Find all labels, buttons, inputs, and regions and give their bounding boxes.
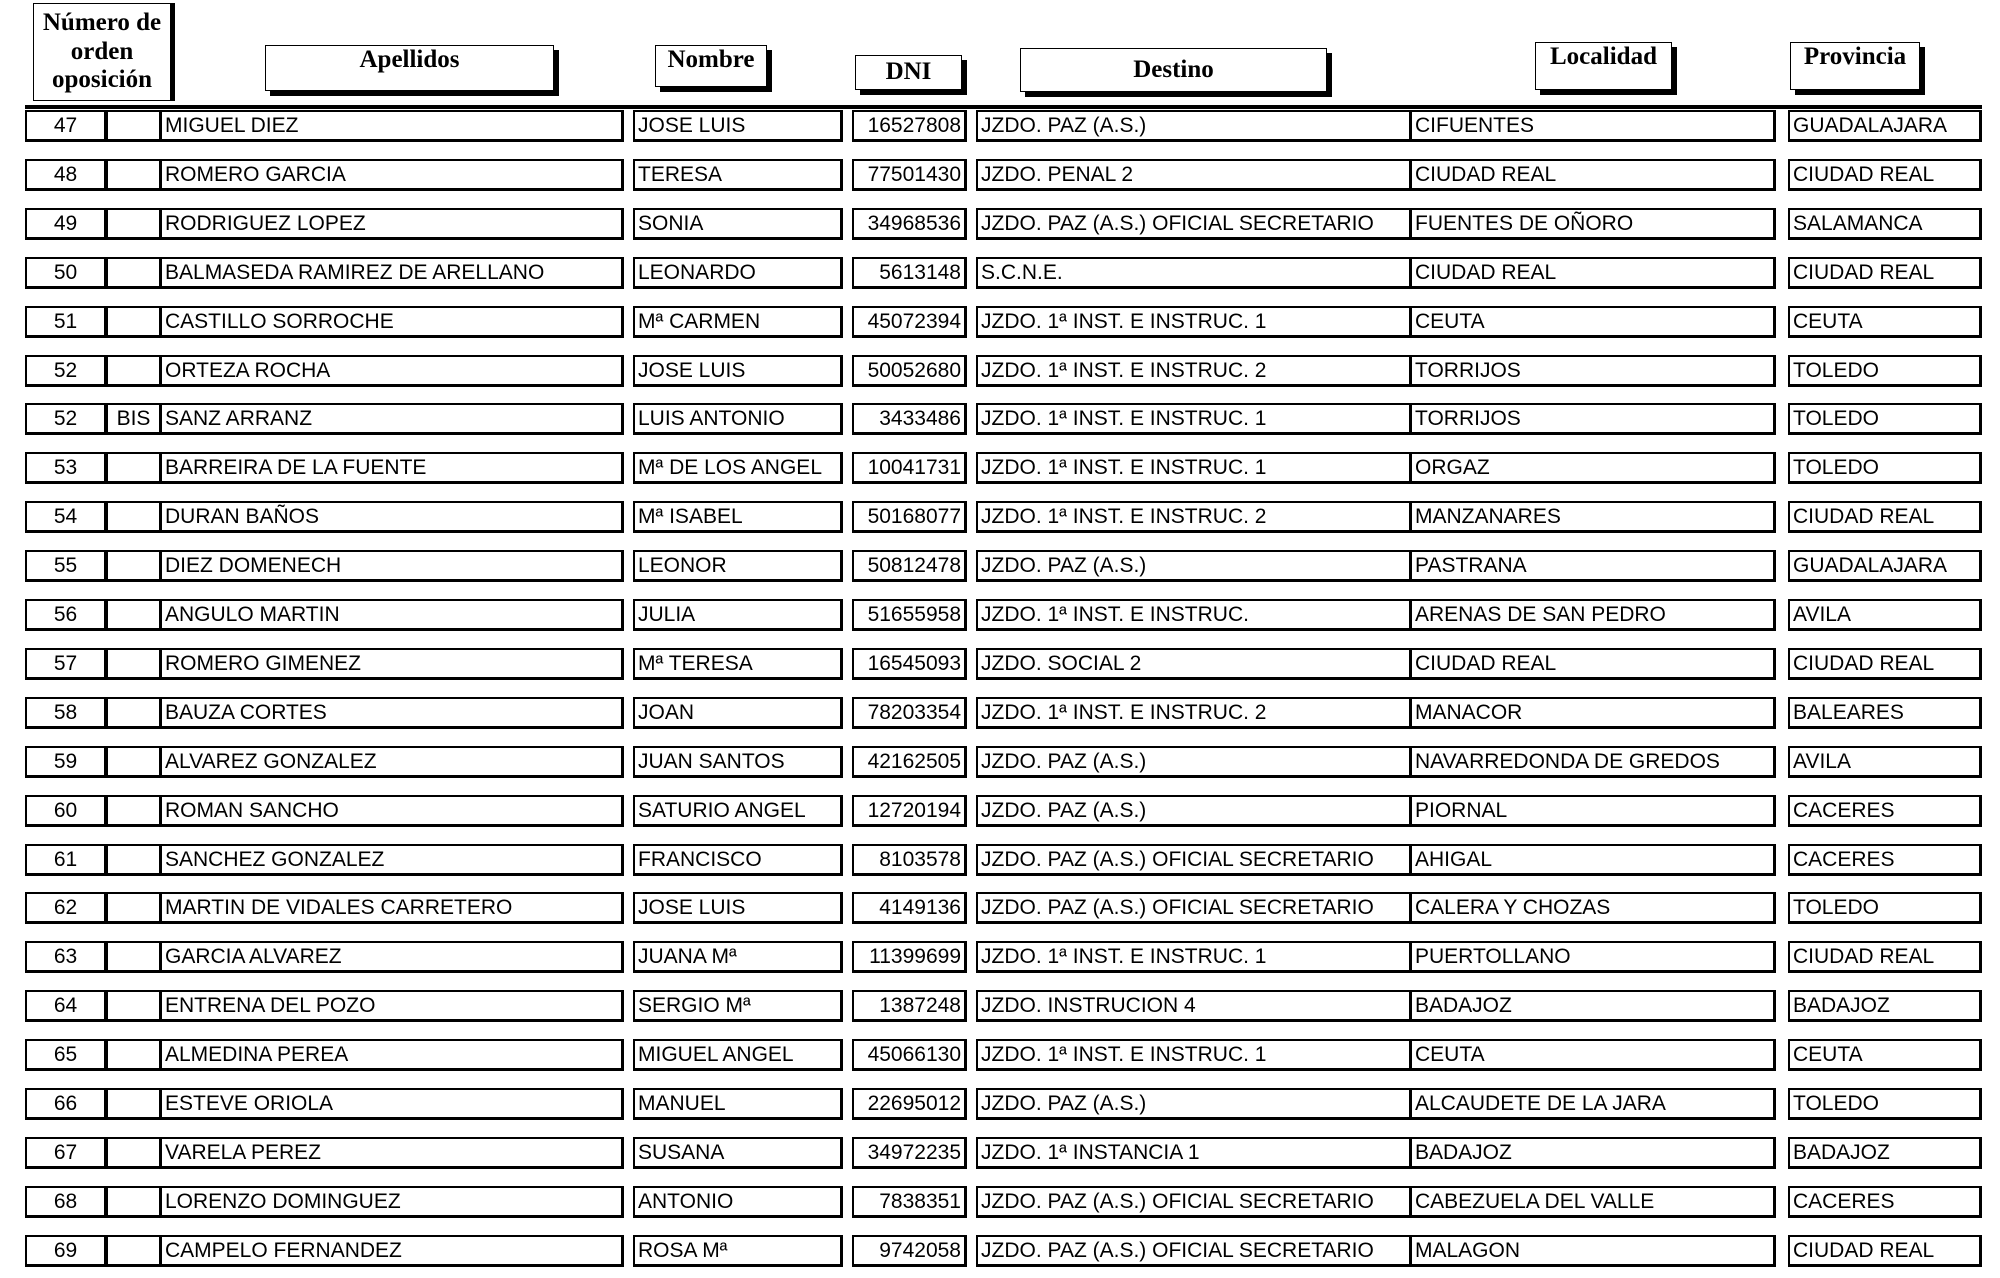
cell-num: 48 (25, 159, 107, 191)
cell-destino: JZDO. PAZ (A.S.) (976, 550, 1412, 582)
cell-localidad: AHIGAL (1410, 844, 1776, 876)
cell-provincia: CACERES (1788, 795, 1982, 827)
cell-bis (105, 1088, 162, 1120)
cell-provincia: AVILA (1788, 746, 1982, 778)
cell-dni: 12720194 (852, 795, 967, 827)
cell-bis (105, 648, 162, 680)
cell-apellidos: ALMEDINA PEREA (160, 1039, 624, 1071)
header-apellidos: Apellidos (265, 45, 554, 91)
cell-nombre: Mª TERESA (633, 648, 843, 680)
table-row (0, 355, 2000, 391)
cell-destino: JZDO. PAZ (A.S.) (976, 1088, 1412, 1120)
cell-dni: 8103578 (852, 844, 967, 876)
table-row (0, 941, 2000, 977)
cell-nombre: JOSE LUIS (633, 110, 843, 142)
cell-dni: 51655958 (852, 599, 967, 631)
cell-provincia: TOLEDO (1788, 892, 1982, 924)
cell-dni: 42162505 (852, 746, 967, 778)
cell-dni: 16545093 (852, 648, 967, 680)
cell-dni: 5613148 (852, 257, 967, 289)
cell-provincia: BADAJOZ (1788, 990, 1982, 1022)
cell-nombre: JUAN SANTOS (633, 746, 843, 778)
table-row (0, 1235, 2000, 1271)
cell-destino: JZDO. 1ª INST. E INSTRUC. 1 (976, 306, 1412, 338)
cell-destino: S.C.N.E. (976, 257, 1412, 289)
header-dni: DNI (855, 55, 962, 90)
cell-provincia: GUADALAJARA (1788, 550, 1982, 582)
cell-destino: JZDO. PAZ (A.S.) OFICIAL SECRETARIO (976, 844, 1412, 876)
table-row (0, 452, 2000, 488)
cell-num: 65 (25, 1039, 107, 1071)
cell-bis (105, 110, 162, 142)
cell-dni: 22695012 (852, 1088, 967, 1120)
cell-dni: 34972235 (852, 1137, 967, 1169)
cell-num: 56 (25, 599, 107, 631)
cell-nombre: SATURIO ANGEL (633, 795, 843, 827)
cell-provincia: CIUDAD REAL (1788, 941, 1982, 973)
cell-bis (105, 306, 162, 338)
cell-apellidos: SANCHEZ GONZALEZ (160, 844, 624, 876)
cell-apellidos: LORENZO DOMINGUEZ (160, 1186, 624, 1218)
cell-bis (105, 844, 162, 876)
table-row (0, 599, 2000, 635)
cell-apellidos: ANGULO MARTIN (160, 599, 624, 631)
table-row (0, 1137, 2000, 1173)
cell-nombre: JUANA Mª (633, 941, 843, 973)
cell-apellidos: ENTRENA DEL POZO (160, 990, 624, 1022)
cell-destino: JZDO. PAZ (A.S.) (976, 795, 1412, 827)
table-row (0, 110, 2000, 146)
cell-localidad: BADAJOZ (1410, 990, 1776, 1022)
cell-localidad: PIORNAL (1410, 795, 1776, 827)
cell-bis (105, 208, 162, 240)
header-nombre: Nombre (655, 45, 767, 87)
cell-bis (105, 1039, 162, 1071)
cell-num: 49 (25, 208, 107, 240)
cell-provincia: CIUDAD REAL (1788, 257, 1982, 289)
cell-localidad: CIUDAD REAL (1410, 257, 1776, 289)
cell-apellidos: BARREIRA DE LA FUENTE (160, 452, 624, 484)
cell-apellidos: DIEZ DOMENECH (160, 550, 624, 582)
cell-provincia: CACERES (1788, 1186, 1982, 1218)
cell-apellidos: DURAN BAÑOS (160, 501, 624, 533)
cell-destino: JZDO. PAZ (A.S.) OFICIAL SECRETARIO (976, 208, 1412, 240)
cell-dni: 34968536 (852, 208, 967, 240)
cell-bis (105, 941, 162, 973)
cell-dni: 7838351 (852, 1186, 967, 1218)
cell-localidad: TORRIJOS (1410, 355, 1776, 387)
cell-bis (105, 355, 162, 387)
cell-apellidos: ROMERO GARCIA (160, 159, 624, 191)
cell-nombre: SONIA (633, 208, 843, 240)
table-row (0, 208, 2000, 244)
cell-destino: JZDO. INSTRUCION 4 (976, 990, 1412, 1022)
table-row (0, 306, 2000, 342)
cell-localidad: ALCAUDETE DE LA JARA (1410, 1088, 1776, 1120)
cell-localidad: PUERTOLLANO (1410, 941, 1776, 973)
cell-bis (105, 159, 162, 191)
cell-nombre: JOSE LUIS (633, 355, 843, 387)
cell-provincia: CACERES (1788, 844, 1982, 876)
cell-num: 67 (25, 1137, 107, 1169)
table-row (0, 159, 2000, 195)
cell-localidad: MANZANARES (1410, 501, 1776, 533)
cell-num: 66 (25, 1088, 107, 1120)
cell-destino: JZDO. SOCIAL 2 (976, 648, 1412, 680)
cell-provincia: TOLEDO (1788, 403, 1982, 435)
cell-provincia: AVILA (1788, 599, 1982, 631)
cell-dni: 10041731 (852, 452, 967, 484)
header-divider (25, 105, 1982, 109)
cell-apellidos: CAMPELO FERNANDEZ (160, 1235, 624, 1267)
cell-nombre: MANUEL (633, 1088, 843, 1120)
cell-dni: 50052680 (852, 355, 967, 387)
cell-bis (105, 1137, 162, 1169)
cell-dni: 11399699 (852, 941, 967, 973)
cell-destino: JZDO. 1ª INST. E INSTRUC. (976, 599, 1412, 631)
cell-dni: 45072394 (852, 306, 967, 338)
cell-localidad: MANACOR (1410, 697, 1776, 729)
cell-localidad: ARENAS DE SAN PEDRO (1410, 599, 1776, 631)
cell-localidad: PASTRANA (1410, 550, 1776, 582)
cell-localidad: TORRIJOS (1410, 403, 1776, 435)
cell-num: 52 (25, 403, 107, 435)
cell-bis (105, 697, 162, 729)
header-numero-orden: Número de orden oposición (33, 3, 171, 101)
cell-provincia: BALEARES (1788, 697, 1982, 729)
cell-destino: JZDO. PENAL 2 (976, 159, 1412, 191)
cell-dni: 1387248 (852, 990, 967, 1022)
cell-nombre: TERESA (633, 159, 843, 191)
cell-nombre: LUIS ANTONIO (633, 403, 843, 435)
cell-apellidos: GARCIA ALVAREZ (160, 941, 624, 973)
cell-bis (105, 257, 162, 289)
cell-num: 51 (25, 306, 107, 338)
cell-nombre: JULIA (633, 599, 843, 631)
cell-provincia: CIUDAD REAL (1788, 1235, 1982, 1267)
cell-localidad: CEUTA (1410, 306, 1776, 338)
cell-nombre: LEONOR (633, 550, 843, 582)
cell-bis (105, 892, 162, 924)
cell-nombre: MIGUEL ANGEL (633, 1039, 843, 1071)
cell-provincia: TOLEDO (1788, 1088, 1982, 1120)
cell-apellidos: BAUZA CORTES (160, 697, 624, 729)
cell-apellidos: CASTILLO SORROCHE (160, 306, 624, 338)
table-row (0, 892, 2000, 928)
cell-localidad: BADAJOZ (1410, 1137, 1776, 1169)
cell-bis (105, 990, 162, 1022)
cell-localidad: FUENTES DE OÑORO (1410, 208, 1776, 240)
cell-apellidos: ESTEVE ORIOLA (160, 1088, 624, 1120)
cell-bis: BIS (105, 403, 162, 435)
table-row (0, 1039, 2000, 1075)
cell-destino: JZDO. PAZ (A.S.) (976, 110, 1412, 142)
cell-apellidos: ALVAREZ GONZALEZ (160, 746, 624, 778)
cell-bis (105, 550, 162, 582)
cell-num: 52 (25, 355, 107, 387)
cell-provincia: TOLEDO (1788, 355, 1982, 387)
cell-dni: 45066130 (852, 1039, 967, 1071)
cell-nombre: SERGIO Mª (633, 990, 843, 1022)
cell-nombre: JOAN (633, 697, 843, 729)
table-row (0, 1186, 2000, 1222)
cell-nombre: LEONARDO (633, 257, 843, 289)
table-row (0, 1088, 2000, 1124)
cell-bis (105, 452, 162, 484)
cell-num: 63 (25, 941, 107, 973)
cell-localidad: ORGAZ (1410, 452, 1776, 484)
cell-localidad: CIUDAD REAL (1410, 159, 1776, 191)
cell-provincia: CIUDAD REAL (1788, 648, 1982, 680)
cell-num: 55 (25, 550, 107, 582)
cell-apellidos: VARELA PEREZ (160, 1137, 624, 1169)
cell-num: 53 (25, 452, 107, 484)
cell-destino: JZDO. 1ª INST. E INSTRUC. 1 (976, 941, 1412, 973)
cell-bis (105, 1235, 162, 1267)
cell-num: 61 (25, 844, 107, 876)
cell-dni: 3433486 (852, 403, 967, 435)
cell-apellidos: MIGUEL DIEZ (160, 110, 624, 142)
cell-bis (105, 1186, 162, 1218)
cell-localidad: MALAGON (1410, 1235, 1776, 1267)
cell-localidad: NAVARREDONDA DE GREDOS (1410, 746, 1776, 778)
table-row (0, 403, 2000, 439)
cell-num: 62 (25, 892, 107, 924)
cell-apellidos: ROMERO GIMENEZ (160, 648, 624, 680)
cell-provincia: CIUDAD REAL (1788, 159, 1982, 191)
cell-destino: JZDO. 1ª INST. E INSTRUC. 1 (976, 1039, 1412, 1071)
cell-num: 47 (25, 110, 107, 142)
cell-dni: 9742058 (852, 1235, 967, 1267)
cell-bis (105, 501, 162, 533)
cell-num: 59 (25, 746, 107, 778)
table-row (0, 550, 2000, 586)
cell-apellidos: MARTIN DE VIDALES CARRETERO (160, 892, 624, 924)
table-row (0, 257, 2000, 293)
cell-apellidos: ROMAN SANCHO (160, 795, 624, 827)
cell-nombre: FRANCISCO (633, 844, 843, 876)
cell-destino: JZDO. PAZ (A.S.) OFICIAL SECRETARIO (976, 1235, 1412, 1267)
table-row (0, 648, 2000, 684)
cell-destino: JZDO. 1ª INST. E INSTRUC. 1 (976, 403, 1412, 435)
cell-dni: 50812478 (852, 550, 967, 582)
cell-provincia: TOLEDO (1788, 452, 1982, 484)
cell-localidad: CIFUENTES (1410, 110, 1776, 142)
cell-destino: JZDO. 1ª INST. E INSTRUC. 2 (976, 355, 1412, 387)
table-row (0, 697, 2000, 733)
cell-localidad: CEUTA (1410, 1039, 1776, 1071)
cell-dni: 50168077 (852, 501, 967, 533)
header-provincia: Provincia (1790, 42, 1920, 90)
cell-apellidos: SANZ ARRANZ (160, 403, 624, 435)
cell-nombre: SUSANA (633, 1137, 843, 1169)
cell-bis (105, 795, 162, 827)
table-row (0, 501, 2000, 537)
cell-destino: JZDO. 1ª INST. E INSTRUC. 1 (976, 452, 1412, 484)
cell-localidad: CIUDAD REAL (1410, 648, 1776, 680)
cell-bis (105, 599, 162, 631)
cell-num: 58 (25, 697, 107, 729)
cell-nombre: ROSA Mª (633, 1235, 843, 1267)
cell-num: 50 (25, 257, 107, 289)
header-destino: Destino (1020, 48, 1327, 92)
cell-dni: 4149136 (852, 892, 967, 924)
table-row (0, 746, 2000, 782)
cell-provincia: BADAJOZ (1788, 1137, 1982, 1169)
cell-dni: 77501430 (852, 159, 967, 191)
cell-num: 60 (25, 795, 107, 827)
cell-nombre: Mª CARMEN (633, 306, 843, 338)
cell-nombre: Mª DE LOS ANGEL (633, 452, 843, 484)
cell-provincia: GUADALAJARA (1788, 110, 1982, 142)
cell-num: 57 (25, 648, 107, 680)
cell-num: 68 (25, 1186, 107, 1218)
cell-provincia: CIUDAD REAL (1788, 501, 1982, 533)
cell-apellidos: RODRIGUEZ LOPEZ (160, 208, 624, 240)
table-row (0, 990, 2000, 1026)
cell-dni: 78203354 (852, 697, 967, 729)
cell-dni: 16527808 (852, 110, 967, 142)
cell-nombre: Mª ISABEL (633, 501, 843, 533)
cell-num: 64 (25, 990, 107, 1022)
cell-localidad: CALERA Y CHOZAS (1410, 892, 1776, 924)
cell-destino: JZDO. PAZ (A.S.) OFICIAL SECRETARIO (976, 1186, 1412, 1218)
cell-bis (105, 746, 162, 778)
cell-provincia: SALAMANCA (1788, 208, 1982, 240)
header-localidad: Localidad (1535, 42, 1672, 90)
cell-num: 54 (25, 501, 107, 533)
cell-nombre: JOSE LUIS (633, 892, 843, 924)
cell-nombre: ANTONIO (633, 1186, 843, 1218)
cell-destino: JZDO. 1ª INSTANCIA 1 (976, 1137, 1412, 1169)
cell-destino: JZDO. 1ª INST. E INSTRUC. 2 (976, 501, 1412, 533)
table-row (0, 795, 2000, 831)
cell-localidad: CABEZUELA DEL VALLE (1410, 1186, 1776, 1218)
cell-num: 69 (25, 1235, 107, 1267)
cell-destino: JZDO. 1ª INST. E INSTRUC. 2 (976, 697, 1412, 729)
cell-destino: JZDO. PAZ (A.S.) (976, 746, 1412, 778)
cell-apellidos: BALMASEDA RAMIREZ DE ARELLANO (160, 257, 624, 289)
cell-provincia: CEUTA (1788, 306, 1982, 338)
cell-provincia: CEUTA (1788, 1039, 1982, 1071)
table-row (0, 844, 2000, 880)
cell-destino: JZDO. PAZ (A.S.) OFICIAL SECRETARIO (976, 892, 1412, 924)
cell-apellidos: ORTEZA ROCHA (160, 355, 624, 387)
